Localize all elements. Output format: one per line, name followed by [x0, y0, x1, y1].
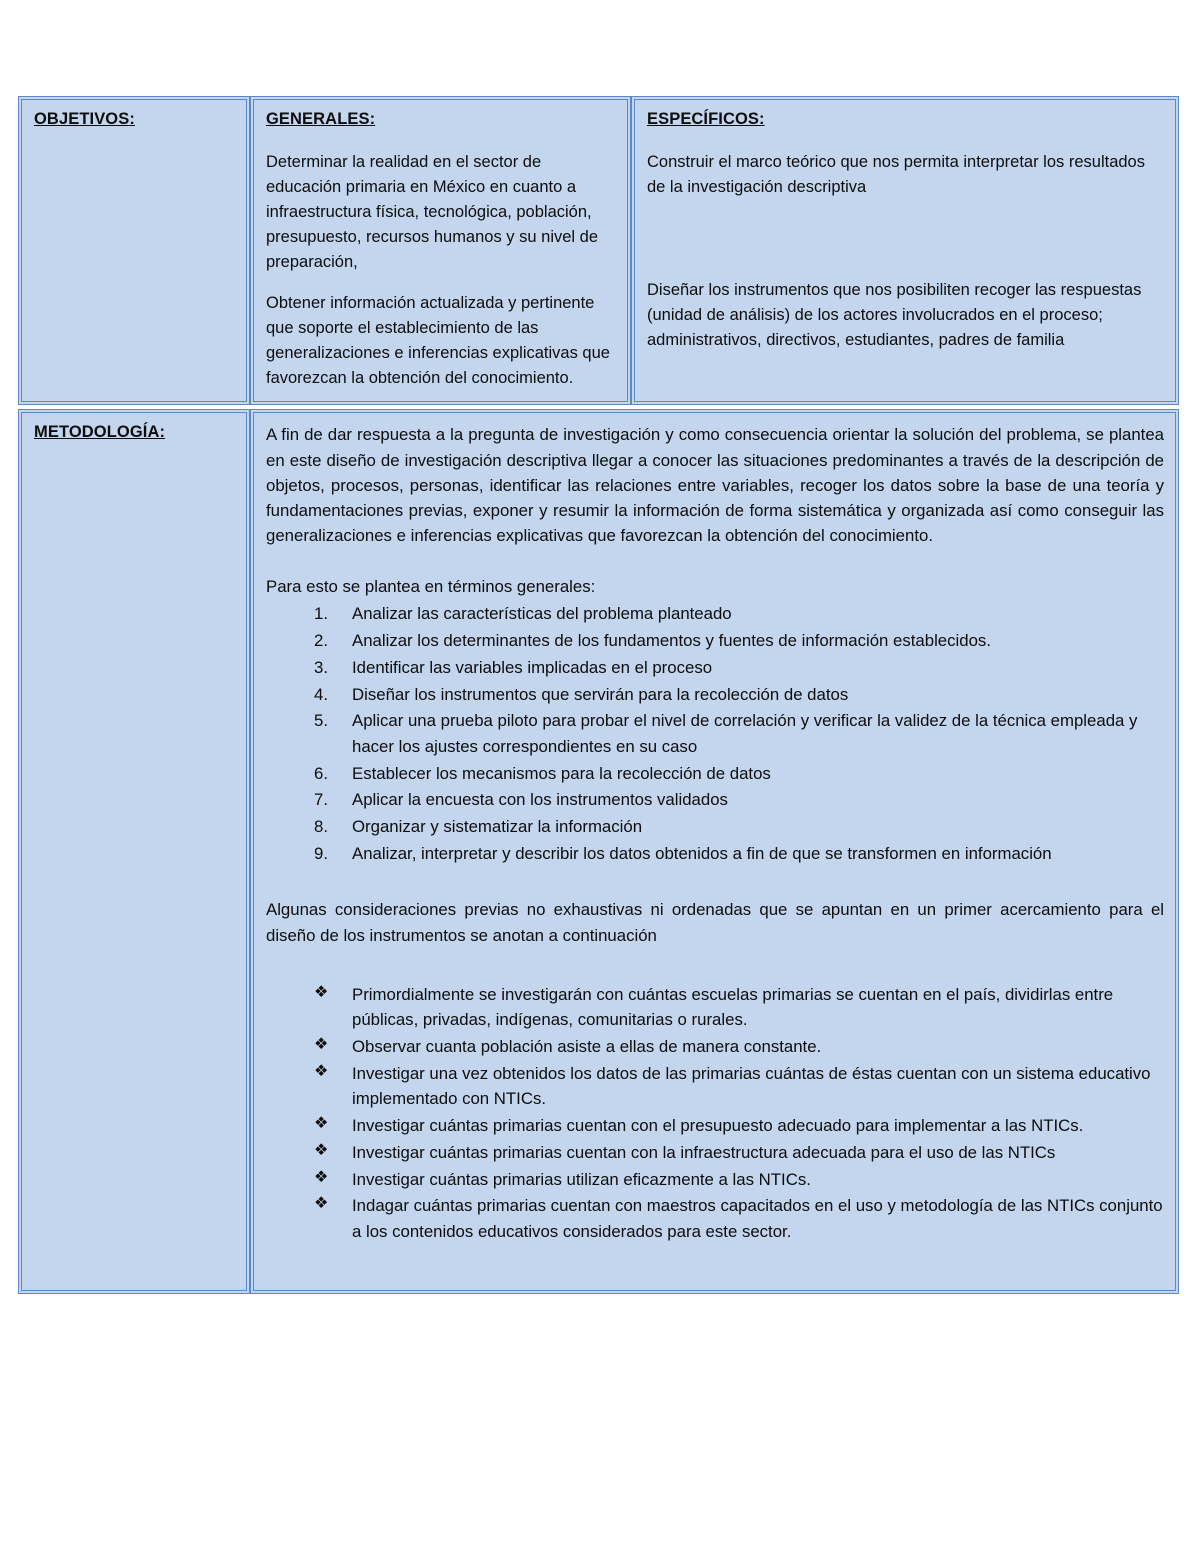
- generales-paragraph-1: Determinar la realidad en el sector de educación primaria en México en cuanto a infraestructura física, tecnológica, población, presupuesto, recursos humanos y su nivel de preparación,: [266, 152, 599, 271]
- diamond-bullet-icon: ❖: [314, 1141, 329, 1159]
- list-item: [266, 1113, 1164, 1139]
- cell-objetivos-generales: [250, 96, 631, 405]
- diamond-bullet-icon: ❖: [314, 1036, 329, 1054]
- diamond-bullet-icon: ❖: [314, 983, 329, 1001]
- list-item: [266, 1034, 1164, 1060]
- especificos-paragraph-2: Diseñar los instrumentos que nos posibiliten recoger las respuestas (unidad de análisis) de los actores involucrados en el proceso; administrativos, directivos, estudiantes, padres de familia: [647, 280, 1142, 349]
- especificos-heading: ESPECÍFICOS:: [647, 110, 765, 128]
- list-item: [266, 1061, 1164, 1112]
- gap-before-considerations: [266, 867, 1164, 897]
- objetivos-metodologia-table: [18, 96, 1179, 1294]
- list-item-text: Investigar cuántas primarias cuentan con el presupuesto adecuado para implementar a las NTICs.: [352, 1116, 1084, 1136]
- list-item-text: Primordialmente se investigarán con cuántas escuelas primarias se cuentan en el país, dividirlas entre públicas, privadas, indígenas, comunitarias o rurales.: [352, 984, 1114, 1030]
- list-item: Analizar los determinantes de los fundamentos y fuentes de información establecidos.: [352, 631, 991, 651]
- cell-metodologia-label: [18, 409, 250, 1293]
- table-row-objetivos: [18, 96, 1179, 405]
- list-item-text: Investigar cuántas primarias utilizan eficazmente a las NTICs.: [352, 1169, 811, 1189]
- cell-objetivos-especificos: [631, 96, 1179, 405]
- diamond-bullet-icon: ❖: [314, 1195, 329, 1213]
- especificos-paragraph-1: Construir el marco teórico que nos permita interpretar los resultados de la investigación descriptiva: [647, 152, 1145, 196]
- metodologia-numbered-list: [266, 601, 1164, 866]
- cell-metodologia-body: [250, 409, 1179, 1293]
- list-item: [266, 1167, 1164, 1193]
- list-item: [266, 1193, 1164, 1244]
- list-item: [266, 982, 1164, 1033]
- list-item-text: Investigar cuántas primarias cuentan con la infraestructura adecuada para el uso de las NTICs: [352, 1142, 1056, 1162]
- diamond-bullet-icon: ❖: [314, 1168, 329, 1186]
- list-item: Aplicar la encuesta con los instrumentos validados: [352, 790, 728, 810]
- bottom-padding: [266, 1246, 1164, 1280]
- list-item: Identificar las variables implicadas en el proceso: [352, 657, 713, 677]
- metodologia-intro-line: Para esto se plantea en términos generales:: [266, 577, 596, 597]
- metodologia-bullet-list: [266, 982, 1164, 1245]
- objetivos-heading: OBJETIVOS:: [34, 110, 135, 128]
- list-item: [266, 1140, 1164, 1166]
- list-item-text: Investigar una vez obtenidos los datos de las primarias cuántas de éstas cuentan con un sistema educativo implementado con NTICs.: [352, 1063, 1151, 1109]
- diamond-bullet-icon: ❖: [314, 1115, 329, 1133]
- list-item: Analizar, interpretar y describir los datos obtenidos a fin de que se transformen en información: [352, 843, 1052, 863]
- list-item-text: Observar cuanta población asiste a ellas de manera constante.: [352, 1037, 822, 1057]
- metodologia-heading: METODOLOGÍA:: [34, 423, 166, 442]
- list-item: Organizar y sistematizar la información: [352, 816, 643, 836]
- list-item: Establecer los mecanismos para la recolección de datos: [352, 763, 771, 783]
- generales-paragraph-2: Obtener información actualizada y pertinente que soporte el establecimiento de las generalizaciones e inferencias explicativas que favorezcan la obtención del conocimiento.: [266, 294, 610, 388]
- metodologia-considerations-paragraph: Algunas consideraciones previas no exhaustivas ni ordenadas que se apuntan en un primer acercamiento para el diseño de los instrumentos se anotan a continuación: [266, 900, 1164, 945]
- list-item: Diseñar los instrumentos que servirán para la recolección de datos: [352, 684, 849, 704]
- especificos-spacer: [647, 216, 1164, 278]
- generales-heading: GENERALES:: [266, 110, 376, 128]
- diamond-bullet-icon: ❖: [314, 1062, 329, 1080]
- list-item-text: Indagar cuántas primarias cuentan con maestros capacitados en el uso y metodología de las NTICs conjunto a los contenidos educativos considerados para este sector.: [352, 1196, 1163, 1241]
- gap-before-bullets: [266, 948, 1164, 982]
- list-item: Analizar las características del problema planteado: [352, 604, 732, 624]
- cell-objetivos-label: [18, 96, 250, 405]
- list-item: Aplicar una prueba piloto para probar el nivel de correlación y verificar la validez de la técnica empleada y hacer los ajustes correspondientes en su caso: [352, 711, 1138, 756]
- metodologia-lead-paragraph: A fin de dar respuesta a la pregunta de investigación y como consecuencia orientar la solución del problema, se plantea en este diseño de investigación descriptiva llegar a conocer las situaciones predominantes a través de la descripción de objetos, procesos, personas, identificar las relaciones entre variables, recoger los datos sobre la base de una teoría y fundamentaciones previas, exponer y resumir la información de forma sistemática y organizada así como conseguir las generalizaciones e inferencias explicativas que favorezcan la obtención del conocimiento.: [266, 425, 1164, 546]
- table-row-metodologia: [18, 409, 1179, 1293]
